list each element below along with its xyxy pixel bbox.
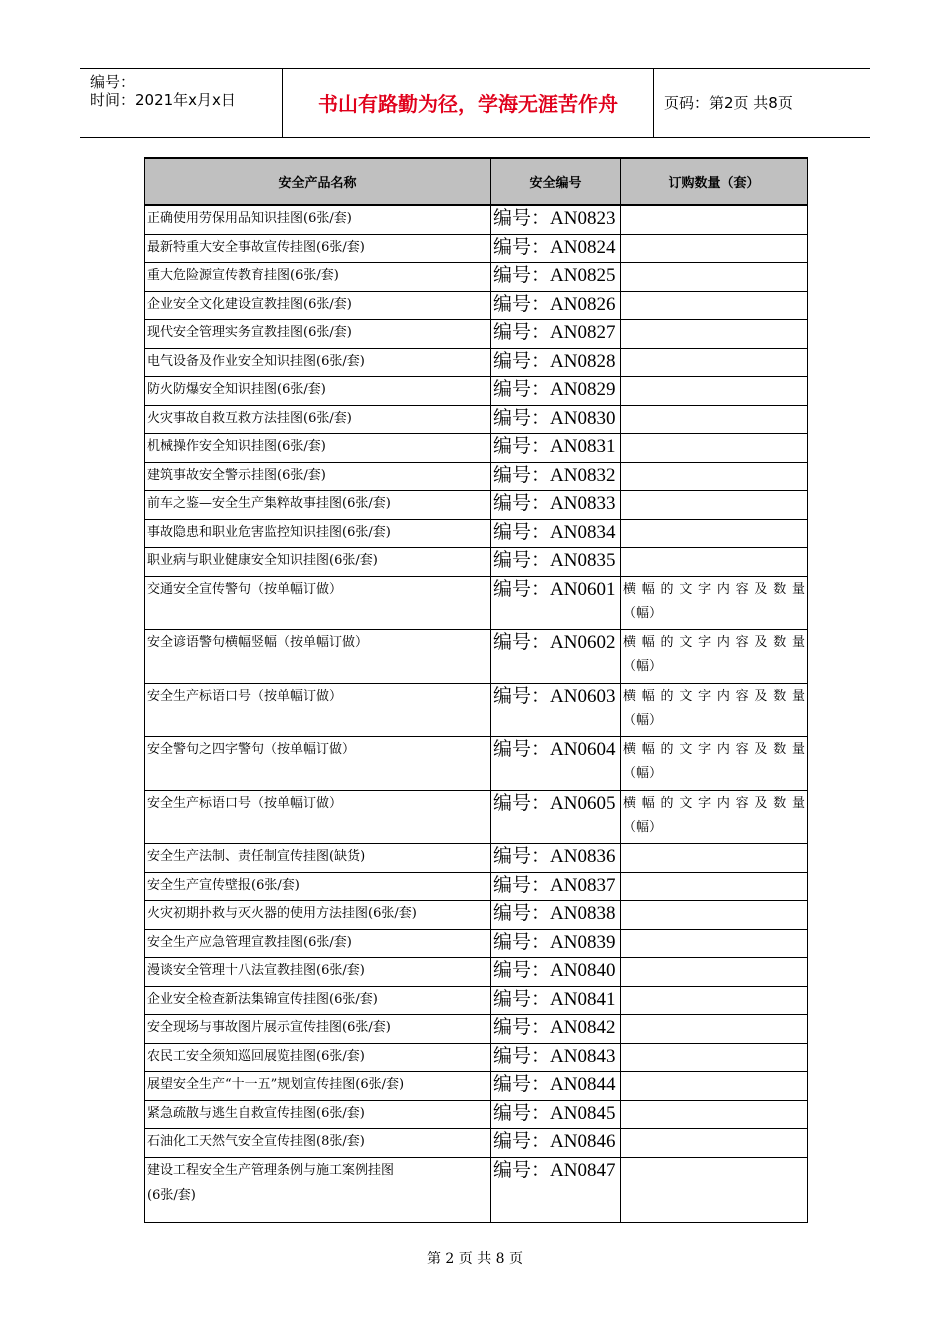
quantity-cell[interactable]: [621, 958, 808, 987]
quantity-cell[interactable]: [621, 929, 808, 958]
product-code: 编号：AN0831: [493, 436, 616, 457]
product-code: 编号：AN0823: [493, 208, 616, 229]
banner-quantity-note: [621, 791, 807, 840]
table-row: [145, 1129, 808, 1158]
product-code-cell: [491, 1043, 621, 1072]
product-name: 机械操作安全知识挂图(6张/套): [147, 439, 326, 454]
quantity-cell[interactable]: [621, 1072, 808, 1101]
table-row: [145, 844, 808, 873]
quantity-cell[interactable]: [621, 630, 808, 684]
table-row: [145, 1015, 808, 1044]
product-code-cell: [491, 844, 621, 873]
quantity-cell[interactable]: [621, 405, 808, 434]
product-code-cell: [491, 263, 621, 292]
banner-quantity-unit: （幅）: [623, 712, 663, 728]
quantity-cell[interactable]: [621, 320, 808, 349]
product-code: 编号：AN0832: [493, 464, 616, 486]
product-code-cell: [491, 491, 621, 520]
quantity-cell[interactable]: [621, 844, 808, 873]
banner-quantity-note: [621, 684, 807, 733]
product-name-cell: [145, 576, 491, 630]
header-page-info: 页码：第2页 共8页: [664, 94, 793, 112]
product-code: 编号：AN0601: [493, 578, 616, 600]
product-name: 交通安全宣传警句（按单幅订做）: [147, 581, 343, 597]
table-row: [145, 576, 808, 630]
product-name-cell: [145, 205, 491, 234]
product-code-cell: [491, 986, 621, 1015]
product-name: 电气设备及作业安全知识挂图(6张/套): [147, 353, 365, 369]
product-name-cell: [145, 683, 491, 737]
banner-quantity-unit: （幅）: [623, 766, 663, 781]
table-row: [145, 1157, 808, 1222]
product-name-cell: [145, 320, 491, 349]
table-row: [145, 790, 808, 844]
product-code-cell: [491, 234, 621, 263]
header-page-cell: [654, 69, 870, 137]
table-row: [145, 986, 808, 1015]
product-code-cell: [491, 348, 621, 377]
header-motto-cell: [283, 69, 654, 137]
quantity-cell[interactable]: [621, 737, 808, 791]
product-name: 石油化工天然气安全宣传挂图(8张/套): [147, 1134, 365, 1149]
product-name: 安全谚语警句横幅竖幅（按单幅订做）: [147, 635, 369, 650]
product-name-cell: [145, 434, 491, 463]
product-name-cell: [145, 790, 491, 844]
product-name: 正确使用劳保用品知识挂图(6张/套): [147, 211, 352, 226]
product-name-cell: [145, 1129, 491, 1158]
product-code-cell: [491, 872, 621, 901]
product-code: 编号：AN0844: [493, 1074, 616, 1095]
product-name-cell: [145, 291, 491, 320]
table-row: [145, 320, 808, 349]
banner-quantity-text: 横幅的文字内容及数量: [623, 795, 805, 811]
table-row: [145, 377, 808, 406]
product-name-cell: [145, 1015, 491, 1044]
quantity-cell[interactable]: [621, 872, 808, 901]
quantity-cell[interactable]: [621, 205, 808, 234]
product-name: 安全现场与事故图片展示宣传挂图(6张/套): [147, 1020, 391, 1035]
quantity-cell[interactable]: [621, 683, 808, 737]
product-name: 安全生产应急管理宣教挂图(6张/套): [147, 934, 352, 950]
table-row: [145, 263, 808, 292]
product-code-cell: [491, 320, 621, 349]
product-code-cell: [491, 405, 621, 434]
table-header-row: [145, 158, 808, 205]
product-code-cell: [491, 462, 621, 491]
product-code: 编号：AN0833: [493, 493, 616, 514]
product-name-cell: [145, 377, 491, 406]
table-row: [145, 405, 808, 434]
quantity-cell[interactable]: [621, 790, 808, 844]
product-code-cell: [491, 205, 621, 234]
table-row: [145, 929, 808, 958]
product-name: 安全生产标语口号（按单幅订做）: [147, 688, 343, 704]
product-name: 事故隐患和职业危害监控知识挂图(6张/套): [147, 524, 391, 540]
table-row: [145, 872, 808, 901]
header-motto: 书山有路勤为径，学海无涯苦作舟: [318, 92, 618, 116]
product-name-cell: [145, 929, 491, 958]
product-name-cell: [145, 1100, 491, 1129]
product-name-cell: [145, 491, 491, 520]
table-row: [145, 1100, 808, 1129]
product-code: 编号：AN0605: [493, 792, 616, 814]
product-name: 火灾事故自救互救方法挂图(6张/套): [147, 410, 352, 426]
product-code: 编号：AN0846: [493, 1131, 616, 1152]
table-row: [145, 958, 808, 987]
product-name-cell: [145, 872, 491, 901]
product-code-cell: [491, 1015, 621, 1044]
table-row: [145, 630, 808, 684]
product-code-cell: [491, 790, 621, 844]
product-name: 安全警句之四字警句（按单幅订做）: [147, 742, 356, 757]
table-row: [145, 737, 808, 791]
product-name: 重大危险源宣传教育挂图(6张/套): [147, 268, 339, 283]
product-code-cell: [491, 901, 621, 930]
table-row: [145, 234, 808, 263]
banner-quantity-unit: （幅）: [623, 605, 663, 621]
product-name: 防火防爆安全知识挂图(6张/套): [147, 382, 326, 397]
table-body: [145, 205, 808, 1222]
quantity-cell[interactable]: [621, 1100, 808, 1129]
product-code: 编号：AN0845: [493, 1102, 616, 1124]
quantity-cell[interactable]: [621, 1015, 808, 1044]
product-code-cell: [491, 1072, 621, 1101]
quantity-cell[interactable]: [621, 491, 808, 520]
product-name-line: (6张/套): [147, 1187, 196, 1203]
product-code-cell: [491, 929, 621, 958]
product-name-cell: [145, 986, 491, 1015]
product-name-cell: [145, 519, 491, 548]
product-name-cell: [145, 1072, 491, 1101]
product-code: 编号：AN0830: [493, 407, 616, 429]
product-code: 编号：AN0836: [493, 846, 616, 867]
product-code: 编号：AN0838: [493, 903, 616, 924]
table-row: [145, 205, 808, 234]
product-code: 编号：AN0839: [493, 931, 616, 953]
product-code: 编号：AN0828: [493, 350, 616, 372]
banner-quantity-note: [621, 577, 807, 626]
quantity-cell[interactable]: [621, 986, 808, 1015]
quantity-cell[interactable]: [621, 348, 808, 377]
product-code-cell: [491, 519, 621, 548]
product-code: 编号：AN0602: [493, 632, 616, 653]
product-code-cell: [491, 630, 621, 684]
quantity-cell[interactable]: [621, 1129, 808, 1158]
table-row: [145, 348, 808, 377]
product-code: 编号：AN0827: [493, 322, 616, 343]
product-name: 农民工安全须知巡回展览挂图(6张/套): [147, 1048, 365, 1064]
product-code-cell: [491, 1157, 621, 1222]
table-row: [145, 519, 808, 548]
quantity-cell[interactable]: [621, 234, 808, 263]
product-name-cell: [145, 958, 491, 987]
header-meta-cell: [80, 69, 283, 137]
product-name-cell: [145, 405, 491, 434]
quantity-cell[interactable]: [621, 462, 808, 491]
product-name-cell: [145, 1157, 491, 1222]
product-code: 编号：AN0837: [493, 874, 616, 896]
quantity-cell[interactable]: [621, 576, 808, 630]
quantity-cell[interactable]: [621, 263, 808, 292]
quantity-cell[interactable]: [621, 434, 808, 463]
column-header-name: 安全产品名称: [145, 158, 491, 205]
product-name: 职业病与职业健康安全知识挂图(6张/套): [147, 553, 378, 568]
product-code-cell: [491, 291, 621, 320]
product-name: 安全生产法制、责任制宣传挂图(缺货): [147, 849, 366, 864]
product-code: 编号：AN0825: [493, 265, 616, 286]
quantity-cell[interactable]: [621, 1157, 808, 1222]
quantity-cell[interactable]: [621, 377, 808, 406]
banner-quantity-text: 横幅的文字内容及数量: [623, 581, 805, 597]
table-row: [145, 548, 808, 577]
table-row: [145, 462, 808, 491]
banner-quantity-unit: （幅）: [623, 819, 663, 835]
quantity-cell[interactable]: [621, 901, 808, 930]
product-name: 安全生产标语口号（按单幅订做）: [147, 795, 343, 811]
product-name: 企业安全文化建设宣教挂图(6张/套): [147, 296, 352, 312]
product-name-cell: [145, 263, 491, 292]
product-code: 编号：AN0829: [493, 379, 616, 400]
product-code: 编号：AN0604: [493, 739, 616, 760]
quantity-cell[interactable]: [621, 291, 808, 320]
product-name-cell: [145, 901, 491, 930]
table-row: [145, 434, 808, 463]
product-name-cell: [145, 462, 491, 491]
product-name-cell: [145, 548, 491, 577]
product-code: 编号：AN0840: [493, 960, 616, 981]
product-name-cell: [145, 844, 491, 873]
product-name: 建筑事故安全警示挂图(6张/套): [147, 467, 326, 483]
table-row: [145, 1043, 808, 1072]
page-header: [80, 68, 870, 138]
product-code: 编号：AN0834: [493, 521, 616, 543]
banner-quantity-text: 横幅的文字内容及数量: [623, 742, 805, 757]
product-code-cell: [491, 434, 621, 463]
product-name-cell: [145, 737, 491, 791]
product-code: 编号：AN0847: [493, 1159, 616, 1181]
product-code-cell: [491, 958, 621, 987]
product-code-cell: [491, 1129, 621, 1158]
product-name: 展望安全生产“十一五”规划宣传挂图(6张/套): [147, 1077, 405, 1092]
product-name: 企业安全检查新法集锦宣传挂图(6张/套): [147, 991, 378, 1007]
product-code-cell: [491, 683, 621, 737]
banner-quantity-text: 横幅的文字内容及数量: [623, 635, 805, 650]
table-row: [145, 491, 808, 520]
product-name: [145, 1158, 490, 1204]
product-name-cell: [145, 630, 491, 684]
product-name-line: 建设工程安全生产管理条例与施工案例挂图: [147, 1162, 395, 1178]
product-code: 编号：AN0841: [493, 988, 616, 1010]
quantity-cell[interactable]: [621, 548, 808, 577]
table-row: [145, 901, 808, 930]
table-row: [145, 1072, 808, 1101]
product-code-cell: [491, 1100, 621, 1129]
product-name: 紧急疏散与逃生自救宣传挂图(6张/套): [147, 1105, 365, 1121]
product-code: 编号：AN0842: [493, 1017, 616, 1038]
document-date: 时间：2021年x月x日: [90, 91, 236, 109]
product-name: 火灾初期扑救与灭火器的使用方法挂图(6张/套): [147, 906, 417, 921]
product-name: 安全生产宣传壁报(6张/套): [147, 877, 300, 893]
banner-quantity-text: 横幅的文字内容及数量: [623, 688, 805, 704]
table-row: [145, 291, 808, 320]
product-name: 漫谈安全管理十八法宣教挂图(6张/套): [147, 963, 365, 978]
column-header-code: 安全编号: [491, 158, 621, 205]
column-header-quantity: 订购数量（套）: [621, 158, 808, 205]
product-code: 编号：AN0603: [493, 685, 616, 707]
banner-quantity-note: [621, 737, 807, 786]
document-number-label: 编号：: [90, 73, 136, 91]
product-name-cell: [145, 234, 491, 263]
product-code-cell: [491, 576, 621, 630]
product-code: 编号：AN0835: [493, 550, 616, 571]
quantity-cell[interactable]: [621, 519, 808, 548]
product-code-cell: [491, 548, 621, 577]
product-code: 编号：AN0824: [493, 236, 616, 258]
product-code-cell: [491, 737, 621, 791]
product-code: 编号：AN0843: [493, 1045, 616, 1067]
product-name-cell: [145, 1043, 491, 1072]
product-code: 编号：AN0826: [493, 293, 616, 315]
product-name-cell: [145, 348, 491, 377]
table-row: [145, 683, 808, 737]
page-footer: 第 2 页 共 8 页: [426, 1251, 524, 1267]
product-table: [144, 157, 808, 1223]
banner-quantity-unit: （幅）: [623, 659, 663, 674]
product-name: 最新特重大安全事故宣传挂图(6张/套): [147, 239, 365, 255]
banner-quantity-note: [621, 630, 807, 679]
product-name: 现代安全管理实务宣教挂图(6张/套): [147, 325, 352, 340]
product-name: 前车之鉴—安全生产集粹故事挂图(6张/套): [147, 496, 391, 511]
product-code-cell: [491, 377, 621, 406]
quantity-cell[interactable]: [621, 1043, 808, 1072]
